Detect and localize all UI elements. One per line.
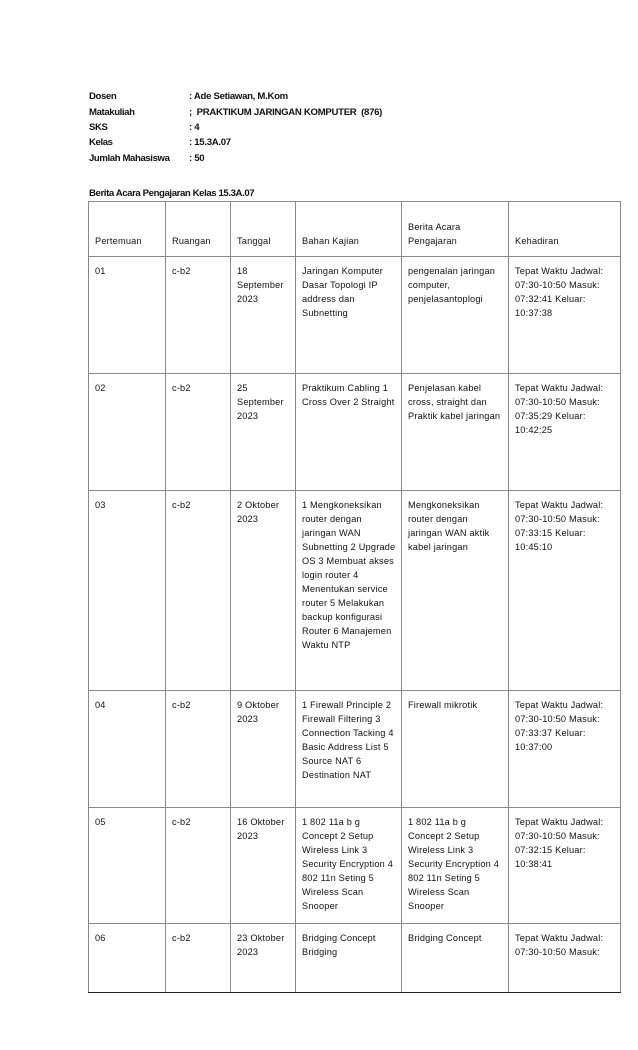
- table-row: [89, 808, 621, 924]
- cell-ruangan: c-b2: [166, 491, 231, 691]
- cell-tanggal: 18 September 2023: [231, 257, 296, 374]
- table-row: [89, 691, 621, 808]
- cell-kehadiran: Tepat Waktu Jadwal: 07:30-10:50 Masuk: 07:35:29 Keluar: 10:42:25: [509, 374, 621, 491]
- cell-berita-acara: Penjelasan kabel cross, straight dan Praktik kabel jaringan: [402, 374, 509, 491]
- matakuliah-label: Matakuliah: [89, 106, 135, 118]
- cell-pertemuan: 02: [89, 374, 166, 491]
- cell-pertemuan: 06: [89, 924, 166, 993]
- cell-berita-acara: Mengkoneksikan router dengan jaringan WAN aktik kabel jaringan: [402, 491, 509, 691]
- cell-tanggal: 16 Oktober 2023: [231, 808, 296, 924]
- sks-label: SKS: [89, 121, 108, 133]
- info-row-sks: [89, 120, 489, 135]
- cell-kehadiran: Tepat Waktu Jadwal: 07:30-10:50 Masuk:: [509, 924, 621, 993]
- table-header-row: [89, 202, 621, 257]
- table-caption: Berita Acara Pengajaran Kelas 15.3A.07: [89, 188, 255, 199]
- header-pertemuan: Pertemuan: [89, 202, 166, 257]
- matakuliah-value: ; PRAKTIKUM JARINGAN KOMPUTER (876): [189, 106, 383, 118]
- course-info: [89, 89, 489, 166]
- cell-ruangan: c-b2: [166, 374, 231, 491]
- cell-berita-acara: 1 802 11a b g Concept 2 Setup Wireless Link 3 Security Encryption 4 802 11n Seting 5 Wireless Scan Snooper: [402, 808, 509, 924]
- cell-pertemuan: 04: [89, 691, 166, 808]
- cell-ruangan: c-b2: [166, 924, 231, 993]
- cell-tanggal: 2 Oktober 2023: [231, 491, 296, 691]
- cell-bahan-kajian: 1 802 11a b g Concept 2 Setup Wireless Link 3 Security Encryption 4 802 11n Seting 5 Wireless Scan Snooper: [296, 808, 402, 924]
- header-kehadiran: Kehadiran: [509, 202, 621, 257]
- cell-ruangan: c-b2: [166, 257, 231, 374]
- sks-value: : 4: [189, 121, 200, 133]
- info-row-matakuliah: [89, 104, 489, 119]
- info-row-jumlah: [89, 151, 489, 166]
- cell-pertemuan: 03: [89, 491, 166, 691]
- cell-ruangan: c-b2: [166, 808, 231, 924]
- header-bahan-kajian: Bahan Kajian: [296, 202, 402, 257]
- dosen-label: Dosen: [89, 91, 117, 103]
- cell-bahan-kajian: Praktikum Cabling 1 Cross Over 2 Straight: [296, 374, 402, 491]
- cell-ruangan: c-b2: [166, 691, 231, 808]
- header-ruangan: Ruangan: [166, 202, 231, 257]
- cell-kehadiran: Tepat Waktu Jadwal: 07:30-10:50 Masuk: 07:33:37 Keluar: 10:37:00: [509, 691, 621, 808]
- cell-pertemuan: 01: [89, 257, 166, 374]
- cell-kehadiran: Tepat Waktu Jadwal: 07:30-10:50 Masuk: 07:32:41 Keluar: 10:37:38: [509, 257, 621, 374]
- jumlah-value: : 50: [189, 152, 205, 164]
- header-berita-acara: Berita Acara Pengajaran: [402, 202, 509, 257]
- cell-tanggal: 25 September 2023: [231, 374, 296, 491]
- jumlah-label: Jumlah Mahasiswa: [89, 152, 170, 164]
- cell-bahan-kajian: Bridging Concept Bridging: [296, 924, 402, 993]
- cell-bahan-kajian: 1 Firewall Principle 2 Firewall Filtering 3 Connection Tacking 4 Basic Address List 5 Source NAT 6 Destination NAT: [296, 691, 402, 808]
- cell-tanggal: 9 Oktober 2023: [231, 691, 296, 808]
- table-row: [89, 257, 621, 374]
- cell-berita-acara: Firewall mikrotik: [402, 691, 509, 808]
- table-row: [89, 924, 621, 993]
- kelas-label: Kelas: [89, 137, 113, 149]
- header-tanggal: Tanggal: [231, 202, 296, 257]
- cell-kehadiran: Tepat Waktu Jadwal: 07:30-10:50 Masuk: 07:32:15 Keluar: 10:38:41: [509, 808, 621, 924]
- cell-bahan-kajian: 1 Mengkoneksikan router dengan jaringan WAN Subnetting 2 Upgrade OS 3 Membuat akses login router 4 Menentukan service router 5 Melakukan backup konfigurasi Router 6 Manajemen Waktu NTP: [296, 491, 402, 691]
- cell-tanggal: 23 Oktober 2023: [231, 924, 296, 993]
- info-row-dosen: [89, 89, 489, 104]
- attendance-table: [88, 201, 621, 993]
- cell-bahan-kajian: Jaringan Komputer Dasar Topologi IP address dan Subnetting: [296, 257, 402, 374]
- table-row: [89, 374, 621, 491]
- info-row-kelas: [89, 135, 489, 150]
- dosen-value: : Ade Setiawan, M.Kom: [189, 91, 288, 103]
- cell-pertemuan: 05: [89, 808, 166, 924]
- cell-berita-acara: Bridging Concept: [402, 924, 509, 993]
- cell-berita-acara: pengenalan jaringan computer, penjelasantoplogi: [402, 257, 509, 374]
- cell-kehadiran: Tepat Waktu Jadwal: 07:30-10:50 Masuk: 07:33:15 Keluar: 10:45:10: [509, 491, 621, 691]
- kelas-value: : 15.3A.07: [189, 137, 231, 149]
- table-row: [89, 491, 621, 691]
